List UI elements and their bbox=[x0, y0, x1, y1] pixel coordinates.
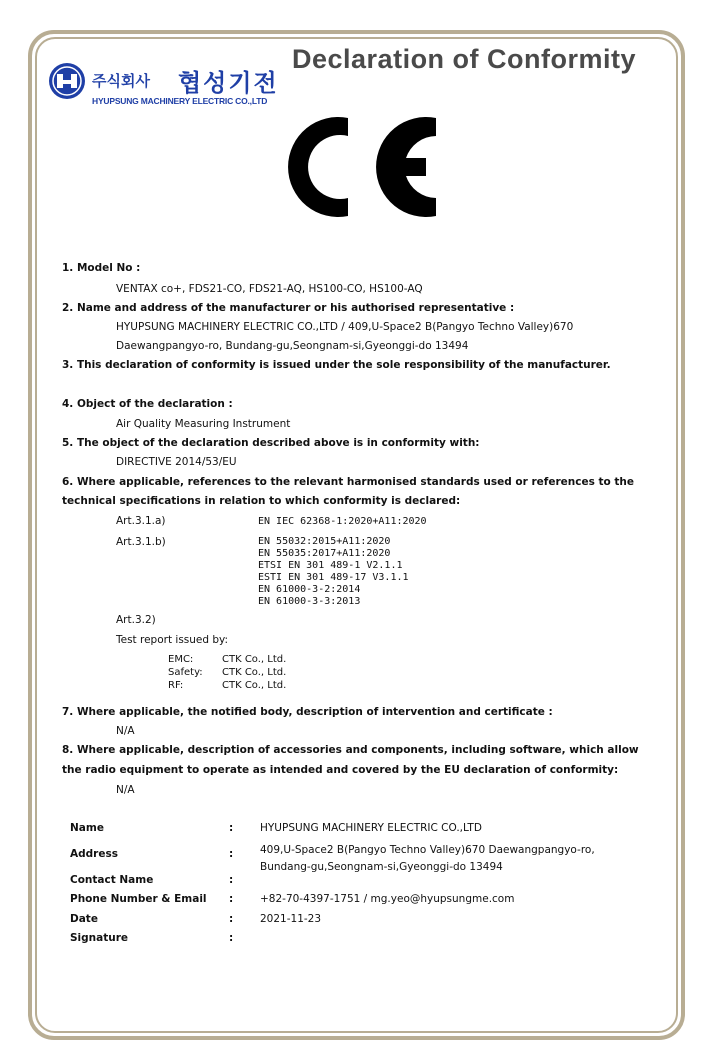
date-colon: : bbox=[229, 913, 234, 925]
emc-label: EMC: bbox=[168, 654, 194, 665]
section-1-title: 1. Model No : bbox=[62, 262, 141, 274]
article-3-1-b: Art.3.1.b) bbox=[116, 536, 166, 548]
contact-name-colon: : bbox=[229, 874, 234, 886]
name-label: Name bbox=[70, 822, 104, 834]
section-8-title-line-1: 8. Where applicable, description of accessories and components, including software, which allow bbox=[62, 744, 639, 756]
date-label: Date bbox=[70, 913, 98, 925]
name-colon: : bbox=[229, 822, 234, 834]
section-7-title: 7. Where applicable, the notified body, description of intervention and certificate : bbox=[62, 706, 553, 718]
company-name-korean-prefix: 주식회사 bbox=[92, 72, 150, 90]
company-name-english: HYUPSUNG MACHINERY ELECTRIC CO.,LTD bbox=[92, 96, 268, 106]
standard-3-1-b-2: EN 55035:2017+A11:2020 bbox=[258, 548, 391, 559]
standard-3-1-b-3: ETSI EN 301 489-1 V2.1.1 bbox=[258, 560, 403, 571]
rf-label: RF: bbox=[168, 680, 184, 691]
signature-colon: : bbox=[229, 932, 234, 944]
rf-value: CTK Co., Ltd. bbox=[222, 680, 287, 691]
standard-3-1-b-6: EN 61000-3-3:2013 bbox=[258, 596, 361, 607]
notified-body-value: N/A bbox=[116, 725, 135, 737]
manufacturer-address-line-2: Daewangpangyo-ro, Bundang-gu,Seongnam-si,Gyeonggi-do 13494 bbox=[116, 340, 469, 352]
section-4-title: 4. Object of the declaration : bbox=[62, 398, 233, 410]
section-6-title-line-2: technical specifications in relation to which conformity is declared: bbox=[62, 495, 461, 507]
manufacturer-address-line-1: HYUPSUNG MACHINERY ELECTRIC CO.,LTD / 409,U-Space2 B(Pangyo Techno Valley)670 bbox=[116, 321, 574, 333]
standard-3-1-b-4: ESTI EN 301 489-17 V3.1.1 bbox=[258, 572, 409, 583]
article-3-1-a: Art.3.1.a) bbox=[116, 515, 166, 527]
address-colon: : bbox=[229, 848, 234, 860]
standard-3-1-a: EN IEC 62368-1:2020+A11:2020 bbox=[258, 516, 427, 527]
section-8-title-line-2: the radio equipment to operate as intended and covered by the EU declaration of conformity: bbox=[62, 764, 619, 776]
date-value: 2021-11-23 bbox=[260, 913, 322, 925]
phone-email-value: +82-70-4397-1751 / mg.yeo@hyupsungme.com bbox=[260, 893, 515, 905]
contact-name-label: Contact Name bbox=[70, 874, 154, 886]
standard-3-1-b-5: EN 61000-3-2:2014 bbox=[258, 584, 361, 595]
ce-mark-icon bbox=[286, 112, 438, 222]
address-line-1: 409,U-Space2 B(Pangyo Techno Valley)670 Daewangpangyo-ro, bbox=[260, 844, 595, 856]
model-numbers: VENTAX co+, FDS21-CO, FDS21-AQ, HS100-CO, HS100-AQ bbox=[116, 283, 423, 295]
document-title: Declaration of Conformity bbox=[292, 44, 637, 74]
address-label: Address bbox=[70, 848, 118, 860]
test-report-label: Test report issued by: bbox=[116, 634, 229, 646]
name-value: HYUPSUNG MACHINERY ELECTRIC CO.,LTD bbox=[260, 822, 482, 834]
phone-email-label: Phone Number & Email bbox=[70, 893, 207, 905]
address-line-2: Bundang-gu,Seongnam-si,Gyeonggi-do 13494 bbox=[260, 861, 503, 873]
section-5-title: 5. The object of the declaration described above is in conformity with: bbox=[62, 437, 480, 449]
company-name-korean: 협성기전 bbox=[178, 69, 279, 97]
directive: DIRECTIVE 2014/53/EU bbox=[116, 456, 237, 468]
section-6-title-line-1: 6. Where applicable, references to the relevant harmonised standards used or references to the bbox=[62, 476, 634, 488]
emc-value: CTK Co., Ltd. bbox=[222, 654, 287, 665]
article-3-2: Art.3.2) bbox=[116, 614, 156, 626]
phone-email-colon: : bbox=[229, 893, 234, 905]
standard-3-1-b-1: EN 55032:2015+A11:2020 bbox=[258, 536, 391, 547]
safety-label: Safety: bbox=[168, 667, 203, 678]
safety-value: CTK Co., Ltd. bbox=[222, 667, 287, 678]
hs-logo-icon bbox=[48, 62, 86, 100]
section-3-title: 3. This declaration of conformity is issued under the sole responsibility of the manufacturer. bbox=[62, 359, 611, 371]
accessories-value: N/A bbox=[116, 784, 135, 796]
object-of-declaration: Air Quality Measuring Instrument bbox=[116, 418, 291, 430]
signature-label: Signature bbox=[70, 932, 129, 944]
section-2-title: 2. Name and address of the manufacturer or his authorised representative : bbox=[62, 302, 515, 314]
